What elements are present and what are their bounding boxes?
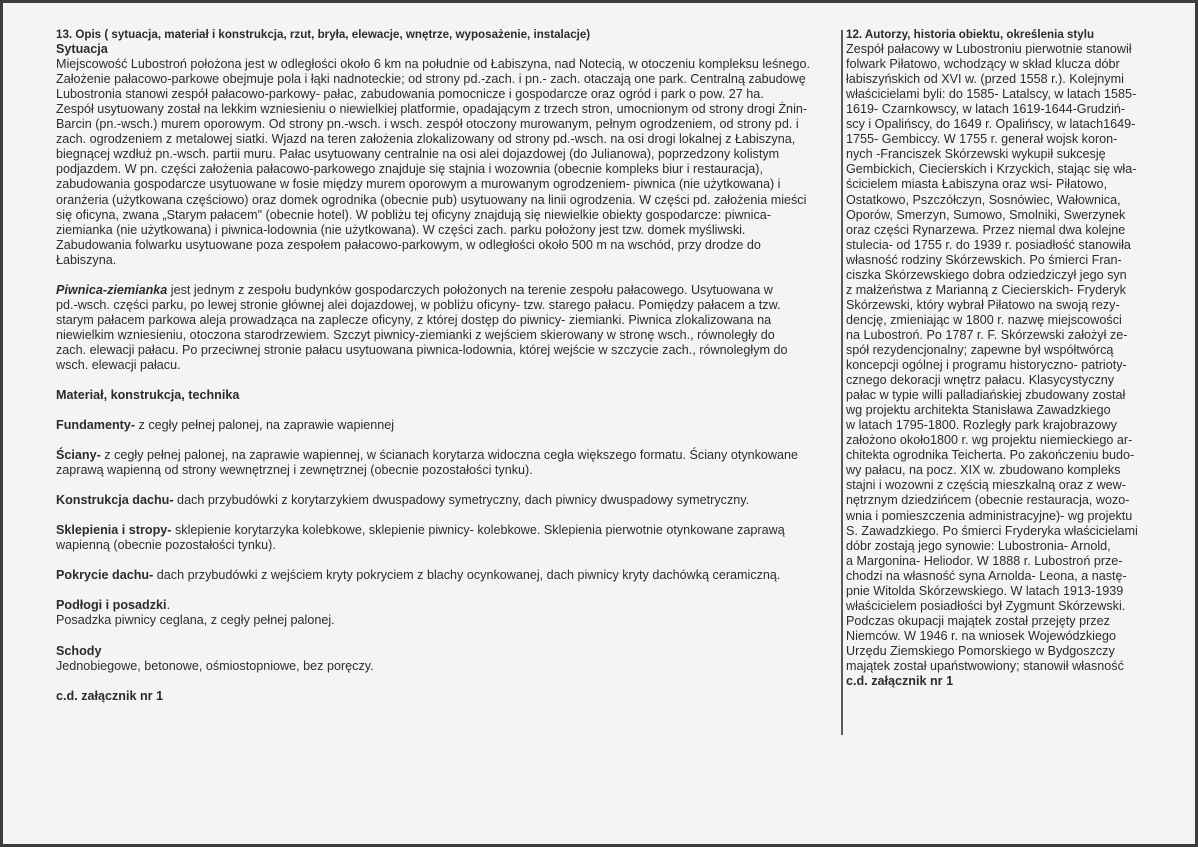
item-text: dach przybudówki z korytarzykiem dwuspadowy symetryczny, dach piwnicy dwuspadowy symetryczny. <box>173 493 750 508</box>
item-label: Sklepienia i stropy- <box>56 523 172 538</box>
text-line: stajni i wozowni z częścią mieszkalną oraz z wew- <box>846 478 1126 493</box>
history-column <box>846 27 1166 689</box>
text-span: . <box>166 598 171 613</box>
floors-heading: Podłogi i posadzki <box>56 598 167 613</box>
text-line: na Lubostroń. Po 1787 r. F. Skórzewski założył ze- <box>846 327 1128 342</box>
text-line: Założenie pałacowo-parkowe obejmuje pola i łąki nadnoteckie; od strony pd.-zach. i pn.- zach. otaczają one park. Centralną zabudowę <box>56 72 806 87</box>
item-label: Fundamenty- <box>56 418 136 433</box>
text-line: stulecia- od 1755 r. do 1939 r. posiadłość stanowiła <box>846 237 1131 252</box>
text-line: koncepcji ogólnej i programu historyczno- patrioty- <box>846 358 1127 373</box>
stairs-text: Jednobiegowe, betonowe, ośmiostopniowe, bez poręczy. <box>56 658 374 673</box>
text-line: zabudowania gospodarcze usytuowane w fosie między murem oporowym a murowanym ogrodzeniem- piwnica (nie użytkowana) i <box>56 177 781 192</box>
continuation-note: c.d. załącznik nr 1 <box>846 674 954 689</box>
stairs-heading: Schody <box>56 643 102 658</box>
text-line: S. Zawadzkiego. Po śmierci Fryderyka właścicielami <box>846 523 1138 538</box>
text-line: Zabudowania folwarku usytuowane poza zespołem pałacowo-parkowym, w odległości około 500 m na wschód, przy drodze do <box>56 237 761 252</box>
text-line: Oporów, Smerzyn, Sumowo, Smolniki, Swerzynek <box>846 207 1126 222</box>
text-line: z małżeństwa z Marianną z Ciecierskich- Fryderyk <box>846 282 1126 297</box>
text-line: zach. ogrodzeniem z metalowej siatki. Wjazd na teren założenia zlokalizowany od strony pd.-wsch. na osi drogi lokalnej z Łabiszyna, <box>56 132 796 147</box>
text-line: właścicielami byli: do 1585- Latalscy, w latach 1585- <box>846 87 1137 102</box>
text-line: Miejscowość Lubostroń położona jest w odległości około 6 km na południe od Łabiszyna, nad Notecią, w otoczeniu kompleksu leśnego. <box>56 57 810 72</box>
item-label: Ściany- <box>56 448 101 463</box>
text-line: podjazdem. W pn. części założenia pałacowo-parkowego znajduje się stajnia i wozownia (obecnie kompleks biur i restauracja), <box>56 162 764 177</box>
text-line: Urzędu Ziemskiego Pomorskiego w Bydgoszczy <box>846 643 1115 658</box>
text-line: biegnącej wzdłuż pn.-wsch. partii muru. Pałac usytuowany centralnie na osi alei dojazdowej (do Julianowa), poprzedzony kolistym <box>56 147 780 162</box>
text-line: cznego dekoracji wnętrz pałacu. Klasycystyczny <box>846 373 1115 388</box>
text-line: pd.-wsch. części parku, po lewej stronie głównej alei dojazdowej, w pobliżu oficyny- tzw. starego pałacu. Pomiędzy pałacem a tzw. <box>56 297 781 312</box>
description-column <box>56 27 831 704</box>
text-line: Zespół usytuowany został na lekkim wzniesieniu o niewielkiej platformie, opadającym z trzech stron, umocnionym od strony drogi Żnin- <box>56 102 808 117</box>
text-line: folwark Piłatowo, wchodzący w skład klucza dóbr <box>846 57 1120 72</box>
text-line: wsch. elewacji pałacu. <box>56 357 181 372</box>
text-line: niewielkim wzniesieniu, otoczona starodrzewiem. Szczyt piwnicy-ziemianki z wejściem skierowany w stronę wsch., równoległy do <box>56 327 775 342</box>
text-line: a Margonina- Heliodor. W 1888 r. Lubostroń prze- <box>846 553 1123 568</box>
text-line: łabiszyńskich od XVI w. (przed 1558 r.). Kolejnymi <box>846 72 1124 87</box>
text-line: wnia i pomieszczenia administracyjne)- wg projektu <box>846 508 1133 523</box>
text-line: scy i Opalińscy, do 1649 r. Opalińscy, w latach1649- <box>846 117 1136 132</box>
item-text: wapienną (obecnie pozostałości tynku). <box>56 538 276 553</box>
cellar-lead: Piwnica-ziemianka <box>56 282 168 297</box>
item-roof-structure <box>56 493 831 508</box>
text-line: chodzi na własność syna Arnolda- Leona, a nastę- <box>846 568 1127 583</box>
scanned-document-page <box>3 3 1195 844</box>
text-line: założono około1800 r. wg projektu niemieckiego ar- <box>846 433 1133 448</box>
text-line: Lubostronia stanowi zespół pałacowo-parkowy- pałac, zabudowania pomocnicze i gospodarcze oraz ogród i park o pow. 27 ha. <box>56 87 764 102</box>
situation-heading: Sytuacja <box>56 42 108 57</box>
item-stairs <box>56 644 831 674</box>
text-line: własność rodziny Skórzewskich. Po śmierci Fran- <box>846 252 1122 267</box>
text-line: Niemców. W 1946 r. na wniosek Wojewódzkiego <box>846 628 1116 643</box>
section-13-title: 13. Opis ( sytuacja, materiał i konstrukcja, rzut, bryła, elewacje, wnętrze, wyposażenie, instalacje) <box>56 28 591 41</box>
text-line: chitekta ogrodnika Teicherta. Po zakończeniu budo- <box>846 448 1135 463</box>
text-line: pnie Witolda Skórzewskiego. W latach 1913-1939 <box>846 583 1124 598</box>
item-roofing <box>56 568 831 583</box>
item-text: sklepienie korytarzyka kolebkowe, sklepienie piwnicy- kolebkowe. Sklepienia pierwotnie otynkowane zaprawą <box>171 523 785 538</box>
text-line: Zespół pałacowy w Lubostroniu pierwotnie stanowił <box>846 42 1132 57</box>
text-line: się oficyna, zwana „Starym pałacem" (obecnie hotel). W pobliżu tej oficyny znajdują się niewielkie obiekty gospodarcze: piwnica- <box>56 207 771 222</box>
text-line: nętrznym dziedzińcem (obecnie restauracja, wozo- <box>846 493 1130 508</box>
item-text: zaprawą wapienną od strony wewnętrznej i zewnętrznej (obecnie pozostałości tynku). <box>56 463 533 478</box>
item-walls <box>56 448 831 478</box>
text-line: ciszka Skórzewskiego dobra odziedziczył jego syn <box>846 267 1127 282</box>
text-line: wy pałacu, na pocz. XIX w. zbudowano kompleks <box>846 463 1121 478</box>
text-line: Podczas okupacji majątek został przejęty przez <box>846 613 1110 628</box>
text-line: dencję, zmieniając w 1800 r. nazwę miejscowości <box>846 312 1122 327</box>
text-line <box>56 283 831 298</box>
item-label: Pokrycie dachu- <box>56 568 154 583</box>
continuation-note: c.d. załącznik nr 1 <box>56 688 164 703</box>
materials-heading: Materiał, konstrukcja, technika <box>56 388 240 403</box>
history-paragraph <box>846 42 1166 674</box>
text-line: 1619- Czarnkowscy, w latach 1619-1644-Grudziń- <box>846 102 1126 117</box>
text-line: Łabiszyna. <box>56 252 117 267</box>
text-line: nych -Franciszek Skórzewski wykupił sukcesję <box>846 147 1106 162</box>
item-label: Konstrukcja dachu- <box>56 493 174 508</box>
text-line: Barcin (pn.-wsch.) murem oporowym. Od strony pn.-wsch. i wsch. zespół otoczony murowanym, pełnym ogrodzeniem, od strony pd. i <box>56 117 799 132</box>
cellar-paragraph <box>56 283 831 373</box>
column-divider <box>841 30 843 735</box>
item-text: z cegły pełnej palonej, na zaprawie wapiennej, w ścianach korytarza widoczna cegła większego formatu. Ściany otynkowane <box>100 448 799 463</box>
text-line: Skórzewski, który wybrał Piłatowo na swoją rezy- <box>846 297 1120 312</box>
text-line: Gembickich, Ciecierskich i Krzyckich, stając się wła- <box>846 162 1137 177</box>
text-line: w latach 1795-1800. Rozległy park krajobrazowy <box>846 418 1117 433</box>
text-line: starym pałacem parkowa aleja prowadząca na zaplecze oficyny, z której dostęp do piwnicy- ziemianki. Piwnica zlokalizowana na <box>56 312 772 327</box>
item-text: dach przybudówki z wejściem kryty pokryciem z blachy ocynkowanej, dach piwnicy kryty dachówką ceramiczną. <box>153 568 781 583</box>
text-line: oraz części Rynarzewa. Przez niemal dwa kolejne <box>846 222 1126 237</box>
text-line: majątek został upaństwowiony; stanowił własność <box>846 658 1124 673</box>
text-line: ścicielem miasta Łabiszyna oraz wsi- Piłatowo, <box>846 177 1108 192</box>
section-12-title: 12. Autorzy, historia obiektu, określenia stylu <box>846 28 1095 41</box>
item-foundations <box>56 418 831 433</box>
text-line: Ostatkowo, Pszczółczyn, Sosnówiec, Wałownica, <box>846 192 1121 207</box>
text-line: ziemianka (nie użytkowana) i piwnica-lodownia (nie użytkowana). W części zach. parku położony jest tzw. domek myśliwski. <box>56 222 746 237</box>
text-line: dóbr zostają jego synowie: Lubostronia- Arnold, <box>846 538 1111 553</box>
item-floors <box>56 598 831 628</box>
text-span: jest jednym z zespołu budynków gospodarczych położonych na terenie zespołu pałacowego. Usytuowana w <box>167 282 773 297</box>
item-text: z cegły pełnej palonej, na zaprawie wapiennej <box>135 418 395 433</box>
text-line: zach. elewacji pałacu. Po przeciwnej stronie pałacu usytuowana piwnica-lodownia, której wejście w szczycie zach., równoległym do <box>56 342 788 357</box>
text-line: wg projektu architekta Stanisława Zawadzkiego <box>846 403 1111 418</box>
situation-paragraph <box>56 57 831 268</box>
text-line: właścicielem posiadłości był Zygmunt Skórzewski. <box>846 598 1126 613</box>
text-line: pałac w typie willi palladiańskiej zbudowany został <box>846 388 1126 403</box>
text-line: spół rezydencjonalny; zapewne był współtwórcą <box>846 342 1114 357</box>
text-line: 1755- Gembiccy. W 1755 r. generał wojsk koron- <box>846 132 1118 147</box>
item-vaults <box>56 523 831 553</box>
text-line: oranżeria (użytkowana częściowo) oraz domek ogrodnika (obecnie pub) usytuowany na linii ogrodzenia. W części pd. założenia mieści <box>56 192 807 207</box>
floors-text: Posadzka piwnicy ceglana, z cegły pełnej palonej. <box>56 613 335 628</box>
